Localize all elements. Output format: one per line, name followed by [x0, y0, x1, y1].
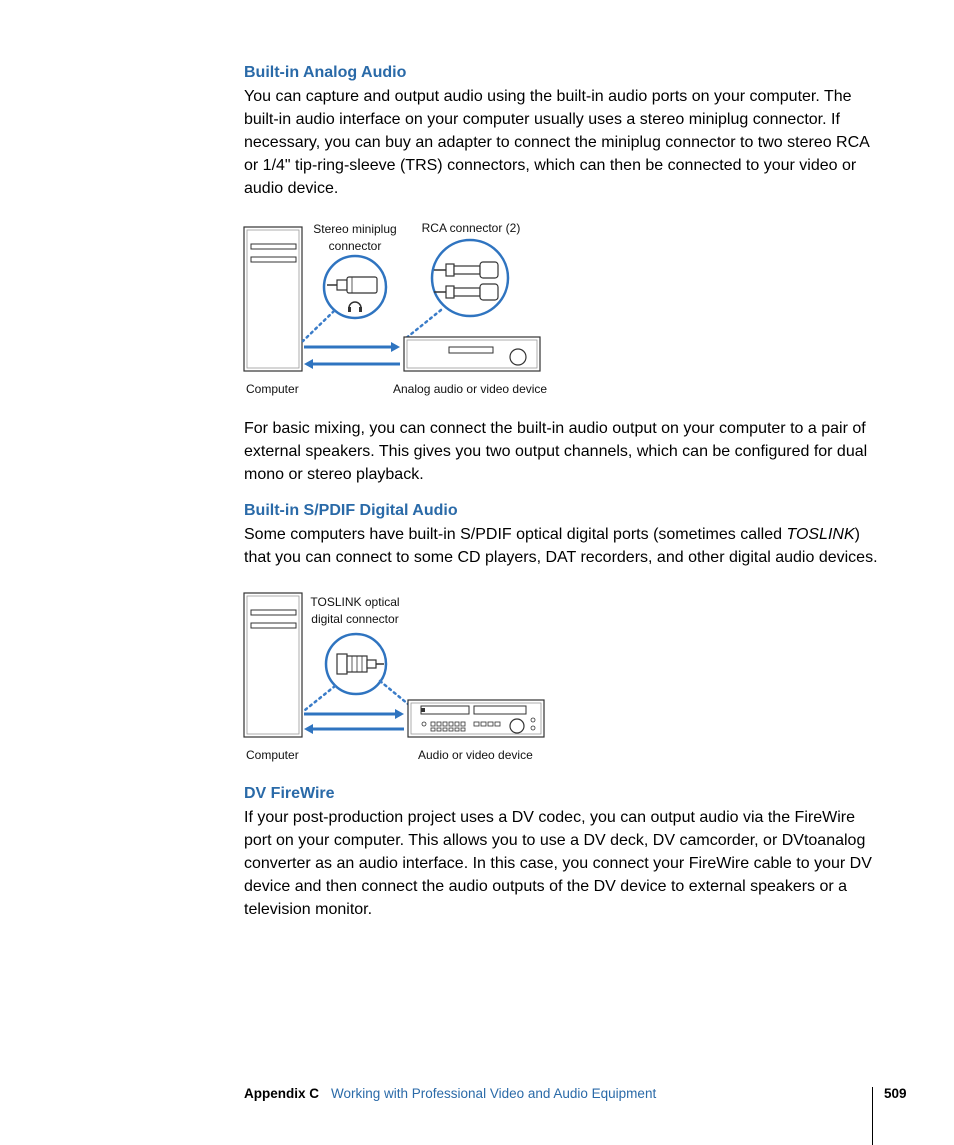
signal-arrows	[304, 709, 404, 734]
paragraph-dv-firewire: If your post-production project uses a DV codec, you can output audio via the FireWire port on your computer. This allows you to use a DV deck, DV camcorder, or DVtoanalog converter as an audio interface. In this case, you connect your FireWire cable to your DV device and then connect the audio outputs of the DV device to external speakers or a television monitor.	[244, 809, 872, 918]
digital-audio-device-icon	[408, 700, 544, 737]
label-miniplug-line2: connector	[328, 239, 382, 253]
spdif-text-1: Some computers have built-in S/PDIF optical digital ports (sometimes called	[244, 526, 787, 543]
footer-chapter-title: Working with Professional Video and Audio Equipment	[331, 1086, 657, 1101]
page-number: 509	[884, 1086, 907, 1101]
miniplug-connector-icon	[324, 256, 386, 318]
paragraph-spdif	[244, 523, 884, 569]
analog-connection-diagram	[0, 215, 954, 405]
paragraph-basic-mixing: For basic mixing, you can connect the built-in audio output on your computer to a pair of external speakers. This gives you two output channels, which can be configured for dual mono or stereo playback.	[244, 420, 868, 483]
computer-tower-icon	[244, 227, 302, 371]
rca-connector-icon	[432, 240, 508, 316]
computer-tower-icon	[244, 593, 302, 737]
paragraph-analog-intro: You can capture and output audio using the built-in audio ports on your computer. The built-in audio interface on your computer usually uses a stereo miniplug connector. If necessary, you can buy an adapter to connect the miniplug connector to two stereo RCA or 1/4" tip-ring-sleeve (TRS) connectors, which can then be connected to your video or audio device.	[244, 88, 869, 197]
label-computer-1: Computer	[246, 382, 299, 396]
label-computer-2: Computer	[246, 748, 299, 762]
footer-divider	[872, 1087, 873, 1145]
spdif-text-2: ) that you can connect to some CD players, DAT recorders, and other digital audio devices.	[244, 526, 878, 566]
analog-device-icon	[404, 337, 540, 371]
footer-section-label: Appendix C	[244, 1086, 320, 1101]
heading-spdif-audio: Built-in S/PDIF Digital Audio	[244, 502, 458, 519]
label-rca-connector: RCA connector (2)	[421, 221, 521, 235]
spdif-text-toslink: TOSLINK	[786, 526, 855, 543]
heading-analog-audio: Built-in Analog Audio	[244, 64, 407, 81]
label-analog-device: Analog audio or video device	[393, 382, 548, 396]
label-audio-device: Audio or video device	[418, 748, 533, 762]
label-toslink-line1: TOSLINK optical	[310, 595, 400, 609]
label-toslink-line2: digital connector	[311, 612, 399, 626]
toslink-connection-diagram	[0, 588, 954, 768]
heading-dv-firewire: DV FireWire	[244, 785, 335, 802]
signal-arrows	[304, 342, 400, 369]
label-miniplug-line1: Stereo miniplug	[313, 222, 397, 236]
